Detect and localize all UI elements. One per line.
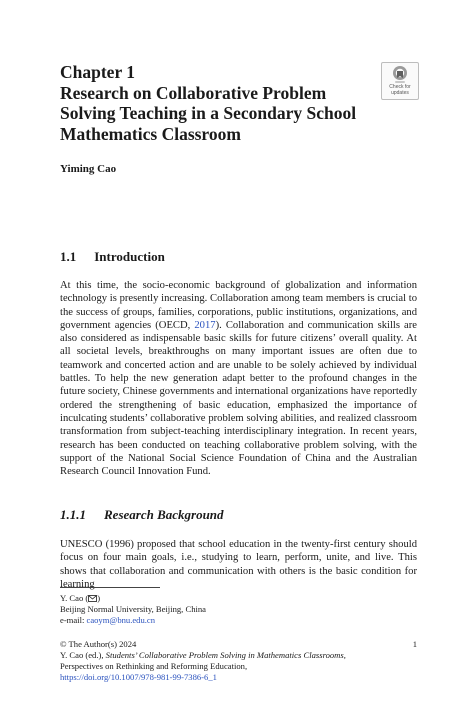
- citation-prefix: Y. Cao (ed.),: [60, 650, 106, 660]
- paragraph-text: ). Collaboration and communication skills are also considered as indispensable basic skills for future citizens’ overall quality. At all societal levels, breakthroughs on many important issues are often due to teamwork and concerted action and are unable to be solely achieved by individual battles. To help the new generation adapt better to the profound changes in the future society, Chinese governments and international organizations have reportedly ordered the strengthening of basic education, emphasized the importance of inculcating students’ collaborative problem solving abilities, and realized classroom transformation from subject-teaching interdisciplinary integration. In recent years, research has been conducted on teaching collaborative problem solving, with the support of the National Social Science Foundation of China and the Australian Research Council Innovation Fund.: [60, 319, 417, 478]
- page-number: 1: [412, 639, 417, 649]
- author-name: Yiming Cao: [60, 163, 117, 175]
- section-number: 1.1: [60, 249, 77, 264]
- doi-link[interactable]: https://doi.org/10.1007/978-981-99-7386-6_1: [60, 672, 217, 682]
- introduction-paragraph: [60, 279, 417, 478]
- chapter-label: Chapter 1: [60, 62, 136, 82]
- footnote-email-label: e-mail:: [60, 615, 87, 625]
- footnote-divider: [60, 587, 160, 588]
- citation-link[interactable]: 2017: [194, 319, 216, 331]
- section-title: Research Background: [104, 507, 224, 522]
- research-background-paragraph: UNESCO (1996) proposed that school education in the twenty-first century should focus on four main goals, i.e., studying to learn, perform, unite, and live. This shows that collaboration and communication with others is the basic condition for learning: [60, 539, 417, 590]
- chapter-title-line: Solving Teaching in a Secondary School: [60, 103, 357, 123]
- series-title: Perspectives on Rethinking and Reforming Education,: [60, 661, 248, 671]
- check-for-updates-icon: [392, 65, 408, 85]
- section-number: 1.1.1: [60, 507, 86, 522]
- footnote-author-end: ): [97, 593, 101, 603]
- copyright-block: [60, 639, 417, 683]
- chapter-title-line: Research on Collaborative Problem: [60, 82, 327, 103]
- section-heading-research-background: [60, 507, 224, 523]
- copyright-line: © The Author(s) 2024: [60, 639, 137, 649]
- paragraph-text: At this time, the socio-economic background of globalization and information technology is presently increasing. Collaboration among team members is crucial to the success of groups, families, corporations, public institutions, organizations, and government agencies (OECD,: [60, 280, 417, 331]
- badge-text: [389, 85, 410, 96]
- citation-suffix: ,: [343, 650, 346, 660]
- author-footnote: [60, 593, 206, 626]
- section-heading-introduction: [60, 249, 165, 265]
- badge-line: updates: [391, 89, 409, 96]
- chapter-title: [60, 83, 380, 145]
- check-for-updates-badge[interactable]: [381, 62, 419, 100]
- section-title: Introduction: [94, 249, 165, 264]
- footnote-affiliation: Beijing Normal University, Beijing, China: [60, 604, 206, 614]
- envelope-icon: [88, 595, 97, 602]
- badge-line: Check for: [389, 84, 411, 90]
- book-title: Students’ Collaborative Problem Solving in Mathematics Classrooms: [105, 650, 344, 660]
- chapter-title-line: Mathematics Classroom: [60, 123, 241, 144]
- chapter-heading: [60, 62, 380, 144]
- footnote-author: Y. Cao (: [60, 593, 89, 603]
- email-link[interactable]: caoym@bnu.edu.cn: [86, 615, 156, 625]
